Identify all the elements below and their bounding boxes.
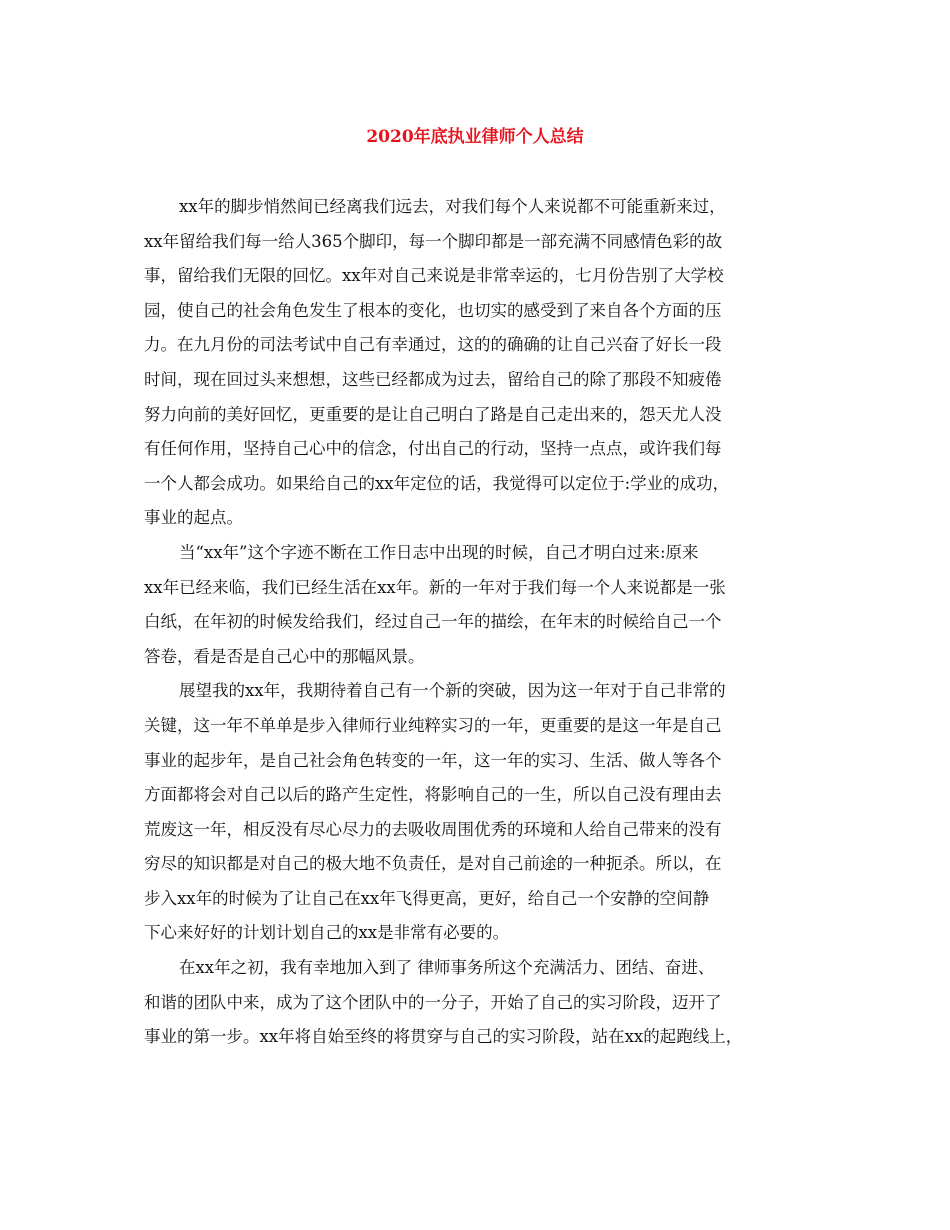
- text-line: 和谐的团队中来，成为了这个团队中的一分子，开始了自己的实习阶段，迈开了: [144, 992, 722, 1012]
- text-line: 荒废这一年，相反没有尽心尽力的去吸收周围优秀的环境和人给自己带来的没有: [144, 819, 722, 839]
- paragraph-3: [144, 674, 820, 951]
- text-line: 当“xx年”这个字迹不断在工作日志中出现的时候，自己才明白过来:原来: [179, 542, 699, 562]
- text-line: 事业的起步年，是自己社会角色转变的一年，这一年的实习、生活、做人等各个: [144, 750, 722, 770]
- text-line: 步入xx年的时候为了让自己在xx年飞得更高，更好，给自己一个安静的空间静: [144, 888, 710, 908]
- text-line: 下心来好好的计划计划自己的xx是非常有必要的。: [144, 923, 510, 943]
- document-body: [144, 190, 820, 1055]
- text-line: 在xx年之初，我有幸地加入到了 律师事务所这个充满活力、团结、奋进、: [179, 958, 715, 978]
- paragraph-2: [144, 536, 820, 674]
- document-title: 2020年底执业律师个人总结: [366, 127, 584, 147]
- text-line: 事，留给我们无限的回忆。xx年对自己来说是非常幸运的，七月份告别了大学校: [144, 266, 724, 286]
- text-line: 园，使自己的社会角色发生了根本的变化，也切实的感受到了来自各个方面的压: [144, 300, 722, 320]
- text-line: 时间，现在回过头来想想，这些已经都成为过去，留给自己的除了那段不知疲倦: [144, 369, 722, 389]
- paragraph-1: [144, 190, 820, 536]
- text-line: 努力向前的美好回忆，更重要的是让自己明白了路是自己走出来的，怨天尤人没: [144, 404, 722, 424]
- text-line: 事业的起点。: [144, 508, 243, 528]
- text-line: 事业的第一步。xx年将自始至终的将贯穿与自己的实习阶段，站在xx的起跑线上，: [144, 1027, 743, 1047]
- text-line: 力。在九月份的司法考试中自己有幸通过，这的的确确的让自己兴奋了好长一段: [144, 335, 722, 355]
- text-line: 有任何作用，坚持自己心中的信念，付出自己的行动，坚持一点点，或许我们每: [144, 439, 722, 459]
- text-line: xx年留给我们每一给人365个脚印，每一个脚印都是一部充满不同感情色彩的故: [144, 231, 723, 251]
- text-line: 答卷，看是否是自己心中的那幅风景。: [144, 646, 425, 666]
- text-line: 展望我的xx年，我期待着自己有一个新的突破，因为这一年对于自己非常的: [179, 681, 726, 701]
- text-line: 穷尽的知识都是对自己的极大地不负责任，是对自己前途的一种扼杀。所以，在: [144, 854, 722, 874]
- text-line: 一个人都会成功。如果给自己的xx年定位的话，我觉得可以定位于:学业的成功，: [144, 473, 730, 493]
- text-line: xx年已经来临，我们已经生活在xx年。新的一年对于我们每一个人来说都是一张: [144, 577, 726, 597]
- text-line: 方面都将会对自己以后的路产生定性，将影响自己的一生，所以自己没有理由去: [144, 785, 722, 805]
- text-line: 白纸，在年初的时候发给我们，经过自己一年的描绘，在年末的时候给自己一个: [144, 612, 722, 632]
- paragraph-4: [144, 951, 820, 1055]
- text-line: xx年的脚步悄然间已经离我们远去，对我们每个人来说都不可能重新来过，: [179, 197, 726, 216]
- text-line: 关键，这一年不单单是步入律师行业纯粹实习的一年，更重要的是这一年是自己: [144, 715, 722, 735]
